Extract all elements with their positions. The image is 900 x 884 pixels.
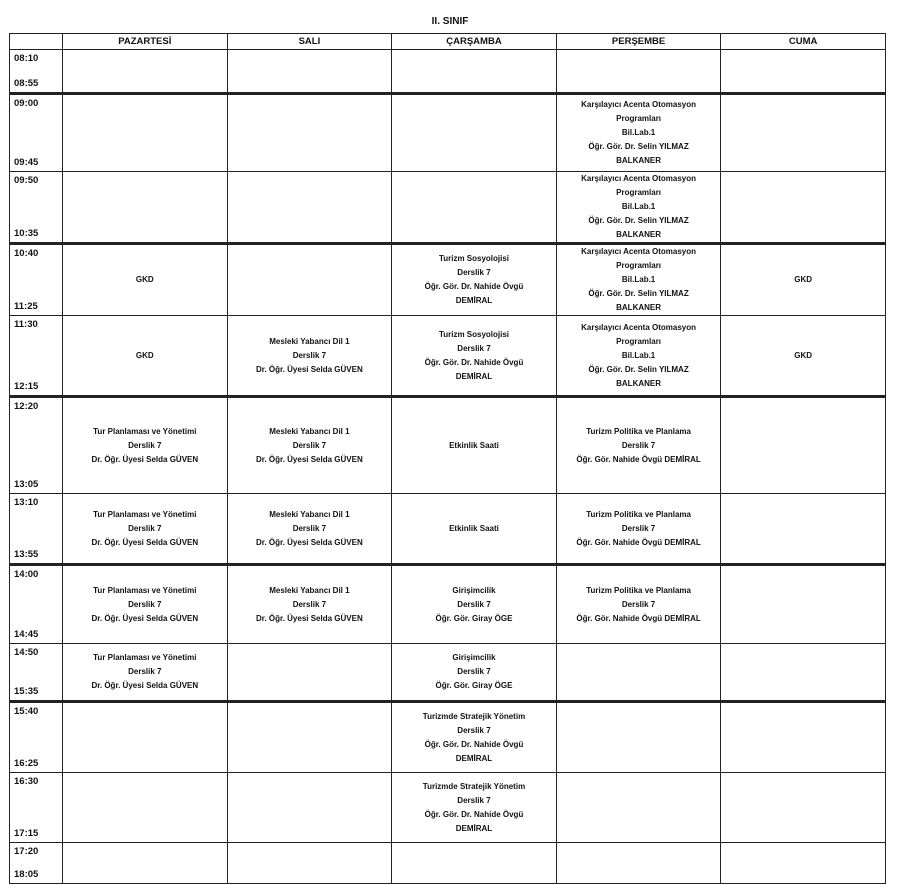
start-time: 09:00 [14,98,39,109]
course-line: Dr. Öğr. Üyesi Selda GÜVEN [256,537,363,547]
empty-cell [392,843,557,884]
course-line: Mesleki Yabancı Dil 1 [269,336,350,346]
course-line: Derslik 7 [292,523,327,533]
course-line: Bil.Lab.1 [621,275,656,284]
empty-cell [721,773,886,843]
course-cell [721,316,886,397]
time-cell [10,316,63,397]
start-time: 15:40 [14,706,39,717]
start-time: 14:00 [14,569,39,580]
end-time: 13:05 [14,479,39,490]
course-line: Derslik 7 [128,667,162,676]
course-line: Tur Planlaması ve Yönetimi [93,426,197,436]
time-cell [10,773,63,843]
course-cell [556,397,721,494]
empty-cell [392,94,557,172]
end-time: 11:25 [14,301,38,312]
course-cell [556,94,721,172]
end-time: 16:25 [14,758,39,769]
course-line: Derslik 7 [128,440,162,450]
empty-cell [227,773,392,843]
course-cell [392,494,557,565]
course-line: Bil.Lab.1 [621,202,656,211]
course-line: BALKANER [616,378,662,388]
course-line: Tur Planlaması ve Yönetimi [93,585,197,595]
header-row [10,34,886,50]
day-header: PAZARTESİ [63,34,228,50]
course-cell [63,644,228,702]
schedule-row [10,843,886,884]
course-line: Dr. Öğr. Üyesi Selda GÜVEN [91,537,199,547]
empty-cell [227,843,392,884]
end-time: 18:05 [14,869,39,880]
course-line: Derslik 7 [621,440,656,450]
time-cell [10,702,63,773]
course-line: Derslik 7 [457,599,491,609]
course-line: DEMİRAL [455,296,493,305]
page-title: II. SINIF [431,16,469,27]
course-line: Derslik 7 [457,795,491,805]
start-time: 08:10 [14,53,39,64]
empty-cell [227,172,392,244]
schedule-row [10,565,886,644]
end-time: 08:55 [14,78,39,89]
schedule-row [10,172,886,244]
course-line: Tur Planlaması ve Yönetimi [93,653,197,662]
day-header: SALI [227,34,392,50]
schedule-row [10,702,886,773]
course-line: BALKANER [616,156,662,165]
course-line: Dr. Öğr. Üyesi Selda GÜVEN [91,613,199,623]
schedule-row [10,50,886,94]
course-line: GKD [794,350,813,360]
empty-cell [721,843,886,884]
course-line: Öğr. Gör. Dr. Selin YILMAZ [588,289,689,298]
day-header: PERŞEMBE [556,34,721,50]
course-line: GKD [135,275,154,284]
end-time: 13:55 [14,549,39,560]
course-line: Turizm Politika ve Planlama [586,426,691,436]
end-time: 15:35 [14,686,39,697]
time-cell [10,494,63,565]
course-cell [556,316,721,397]
start-time: 17:20 [14,846,39,857]
course-line: Derslik 7 [621,599,656,609]
course-line: Derslik 7 [128,599,162,609]
empty-cell [556,843,721,884]
empty-cell [63,50,228,94]
empty-cell [721,50,886,94]
course-line: Dr. Öğr. Üyesi Selda GÜVEN [256,613,363,623]
course-line: Karşılayıcı Acenta Otomasyon [581,322,696,332]
course-line: Derslik 7 [457,725,491,735]
course-cell [721,244,886,316]
course-cell [556,565,721,644]
empty-cell [556,702,721,773]
course-cell [63,565,228,644]
time-cell [10,172,63,244]
time-cell [10,94,63,172]
corner-cell [10,34,63,50]
empty-cell [392,172,557,244]
course-cell [556,244,721,316]
empty-cell [721,172,886,244]
course-cell [227,494,392,565]
empty-cell [392,50,557,94]
start-time: 12:20 [14,401,39,412]
empty-cell [63,773,228,843]
empty-cell [63,702,228,773]
end-time: 12:15 [14,381,39,392]
course-line: Dr. Öğr. Üyesi Selda GÜVEN [256,364,363,374]
course-line: Turizm Politika ve Planlama [586,585,691,595]
time-cell [10,843,63,884]
course-line: Dr. Öğr. Üyesi Selda GÜVEN [256,454,363,464]
course-line: Derslik 7 [457,667,491,676]
schedule-row [10,644,886,702]
course-cell [227,397,392,494]
course-line: Derslik 7 [621,523,656,533]
schedule-row [10,244,886,316]
course-line: Öğr. Gör. Nahide Övgü DEMİRAL [576,537,701,547]
course-line: Öğr. Gör. Dr. Nahide Övgü [424,282,524,291]
empty-cell [721,494,886,565]
empty-cell [721,397,886,494]
time-cell [10,244,63,316]
course-cell [63,397,228,494]
course-line: DEMİRAL [455,753,493,763]
course-line: Karşılayıcı Acenta Otomasyon [581,174,696,183]
empty-cell [721,565,886,644]
course-line: Öğr. Gör. Dr. Selin YILMAZ [588,142,689,151]
course-cell [63,494,228,565]
course-cell [392,702,557,773]
course-line: Etkinlik Saati [449,523,499,533]
start-time: 10:40 [14,248,39,259]
course-line: Öğr. Gör. Dr. Selin YILMAZ [588,364,689,374]
course-line: Turizmde Stratejik Yönetim [422,711,526,721]
course-line: Öğr. Gör. Dr. Nahide Övgü [424,739,524,749]
end-time: 17:15 [14,828,39,839]
empty-cell [227,50,392,94]
empty-cell [63,843,228,884]
course-line: Turizm Sosyolojisi [438,254,510,263]
course-line: Karşılayıcı Acenta Otomasyon [581,247,696,256]
schedule-table [9,33,886,884]
course-line: Derslik 7 [457,268,491,277]
day-header: CUMA [721,34,886,50]
empty-cell [227,702,392,773]
course-line: DEMİRAL [455,371,493,381]
end-time: 10:35 [14,228,39,239]
course-line: Derslik 7 [292,440,327,450]
start-time: 11:30 [14,319,38,330]
course-line: Bil.Lab.1 [621,350,656,360]
course-cell [392,244,557,316]
course-line: Etkinlik Saati [449,440,499,450]
course-line: Girişimcilik [452,653,496,662]
start-time: 14:50 [14,647,39,658]
course-line: Bil.Lab.1 [621,128,656,137]
course-cell [556,172,721,244]
empty-cell [556,50,721,94]
empty-cell [227,644,392,702]
empty-cell [227,244,392,316]
course-line: BALKANER [616,303,662,312]
course-cell [63,316,228,397]
course-cell [63,244,228,316]
course-line: Programları [616,188,662,197]
course-line: GKD [135,350,154,360]
day-header: ÇARŞAMBA [392,34,557,50]
course-line: Turizm Politika ve Planlama [586,509,691,519]
course-line: Mesleki Yabancı Dil 1 [269,509,350,519]
empty-cell [556,773,721,843]
course-line: Turizm Sosyolojisi [438,329,510,339]
course-cell [556,494,721,565]
time-cell [10,397,63,494]
schedule-row [10,397,886,494]
course-line: Derslik 7 [292,350,327,360]
end-time: 09:45 [14,157,39,168]
course-line: Programları [616,261,662,270]
empty-cell [556,644,721,702]
schedule-row [10,94,886,172]
course-line: Derslik 7 [457,343,491,353]
schedule-row [10,494,886,565]
course-cell [392,644,557,702]
course-line: Derslik 7 [128,523,162,533]
course-line: Dr. Öğr. Üyesi Selda GÜVEN [91,454,199,464]
course-line: Mesleki Yabancı Dil 1 [269,426,350,436]
course-line: BALKANER [616,230,662,239]
empty-cell [227,94,392,172]
course-line: Öğr. Gör. Nahide Övgü DEMİRAL [576,454,701,464]
course-line: Mesleki Yabancı Dil 1 [269,585,350,595]
start-time: 16:30 [14,776,39,787]
course-line: Programları [616,336,662,346]
course-line: Girişimcilik [452,585,496,595]
course-line: Dr. Öğr. Üyesi Selda GÜVEN [91,681,199,690]
course-cell [392,397,557,494]
course-cell [392,316,557,397]
time-cell [10,644,63,702]
empty-cell [63,172,228,244]
time-cell [10,50,63,94]
course-cell [227,565,392,644]
schedule-row [10,316,886,397]
course-line: Öğr. Gör. Dr. Selin YILMAZ [588,216,689,225]
course-cell [392,565,557,644]
course-line: Turizmde Stratejik Yönetim [422,781,526,791]
course-line: Öğr. Gör. Dr. Nahide Övgü [424,357,524,367]
course-line: DEMİRAL [455,823,493,833]
schedule-body [10,50,886,884]
course-line: Öğr. Gör. Dr. Nahide Övgü [424,809,524,819]
course-line: Öğr. Gör. Giray ÖGE [435,681,513,690]
course-line: Öğr. Gör. Nahide Övgü DEMİRAL [576,613,701,623]
end-time: 14:45 [14,629,39,640]
course-line: Tur Planlaması ve Yönetimi [93,509,197,519]
course-line: GKD [794,275,813,284]
empty-cell [721,702,886,773]
start-time: 13:10 [14,497,39,508]
course-line: Karşılayıcı Acenta Otomasyon [581,100,696,109]
course-cell [392,773,557,843]
empty-cell [721,644,886,702]
start-time: 09:50 [14,175,39,186]
empty-cell [63,94,228,172]
course-line: Derslik 7 [292,599,327,609]
course-line: Öğr. Gör. Giray ÖGE [435,613,513,623]
course-line: Programları [616,114,662,123]
time-cell [10,565,63,644]
schedule-row [10,773,886,843]
empty-cell [721,94,886,172]
course-cell [227,316,392,397]
